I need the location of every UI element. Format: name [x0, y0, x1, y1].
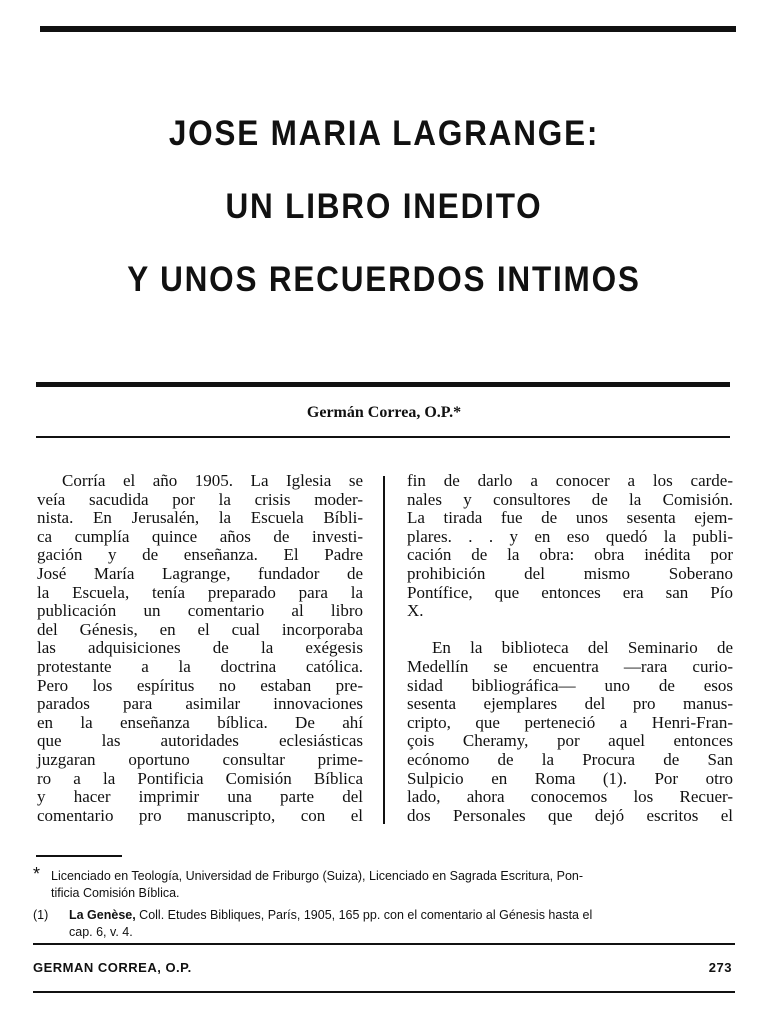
- left-line: protestante a la doctrina católica.: [37, 656, 363, 676]
- left-line: ca cumplía quince años de investi-: [37, 526, 363, 546]
- footnote-line: [69, 907, 733, 924]
- left-line: nista. En Jerusalén, la Escuela Bíbli-: [37, 508, 363, 528]
- paragraph-gap: [407, 621, 733, 640]
- left-line: comentario pro manuscripto, con el: [37, 805, 363, 825]
- footnote-text: Coll. Etudes Bibliques, París, 1905, 165 pp. con el comentario al Génesis hasta el: [135, 908, 593, 922]
- right-line: dos Personales que dejó escritos el: [407, 805, 733, 825]
- right-line: prohibición del mismo Soberano: [407, 563, 733, 583]
- footnote-author: [33, 864, 733, 904]
- footnote-line: cap. 6, v. 4.: [69, 925, 133, 939]
- right-line: lado, ahora conocemos los Recuer-: [407, 787, 733, 807]
- left-line: publicación un comentario al libro: [37, 601, 363, 621]
- right-line: Sulpicio en Roma (1). Por otro: [407, 768, 733, 788]
- right-line: X.: [407, 601, 424, 621]
- footnote-number: (1): [33, 908, 49, 922]
- right-line: ecónomo de la Procura de San: [407, 749, 733, 769]
- title-line-1: JOSE MARIA LAGRANGE:: [168, 114, 600, 153]
- left-line: en la enseñanza bíblica. De ahí: [37, 712, 363, 732]
- left-line: Corría el año 1905. La Iglesia se: [62, 471, 363, 490]
- left-line: y hacer imprimir una parte del: [37, 787, 363, 807]
- column-right: [407, 472, 733, 825]
- footnote-book-title: La Genèse,: [69, 908, 136, 922]
- column-divider: [383, 476, 385, 824]
- right-line: çois Cheramy, por aquel entonces: [407, 731, 733, 751]
- page-number: 273: [708, 960, 732, 975]
- left-line: veía sacudida por la crisis moder-: [37, 489, 363, 509]
- running-head: GERMAN CORREA, O.P.: [33, 960, 192, 975]
- right-line: sidad bibliográfica— uno de esos: [407, 675, 733, 695]
- left-line: Pero los espíritus no estaban pre-: [37, 675, 363, 695]
- left-line: las adquisiciones de la exégesis: [37, 638, 363, 658]
- top-rule: [40, 26, 736, 32]
- footer-top-rule: [33, 943, 735, 945]
- footnote-separator: [36, 855, 122, 857]
- author-byline: Germán Correa, O.P.*: [306, 404, 462, 421]
- title-line-3: Y UNOS RECUERDOS INTIMOS: [127, 260, 641, 299]
- left-line: juzgaran oportuno consultar prime-: [37, 749, 363, 769]
- right-line: cación de la obra: obra inédita por: [407, 545, 733, 565]
- left-line: gación y de enseñanza. El Padre: [37, 545, 363, 565]
- right-line: plares. . . y en eso quedó la publi-: [407, 526, 733, 546]
- right-line: Medellín se encuentra —rara curio-: [407, 656, 733, 676]
- left-line: José María Lagrange, fundador de: [37, 563, 363, 583]
- author-bottom-rule: [36, 436, 730, 438]
- footnote-body: [51, 868, 733, 902]
- right-line: cripto, que perteneció a Henri-Fran-: [407, 712, 733, 732]
- right-line: En la biblioteca del Seminario de: [432, 638, 733, 658]
- right-line: fin de darlo a conocer a los carde-: [407, 471, 733, 490]
- footnote-line: Licenciado en Teología, Universidad de Friburgo (Suiza), Licenciado en Sagrada Escritura, Pon-: [51, 869, 584, 883]
- right-line: La tirada fue de unos sesenta ejem-: [407, 508, 733, 528]
- right-line: Pontífice, que entonces era san Pío: [407, 582, 733, 602]
- right-line: sesenta ejemplares del pro manus-: [407, 694, 733, 714]
- footnote-reference: [33, 907, 733, 943]
- right-line: nales y consultores de la Comisión.: [407, 489, 733, 509]
- left-line: que las autoridades eclesiásticas: [37, 731, 363, 751]
- left-line: la Escuela, tenía preparado para la: [37, 582, 363, 602]
- footnote-line: tificia Comisión Bíblica.: [51, 886, 180, 900]
- bottom-rule: [33, 991, 735, 993]
- column-left: [37, 472, 363, 825]
- footnote-mark: *: [33, 864, 41, 884]
- footnote-body: [69, 907, 733, 941]
- left-line: parados para asimilar innovaciones: [37, 694, 363, 714]
- left-line: del Génesis, en el cual incorporaba: [37, 619, 363, 639]
- author-top-rule: [36, 382, 730, 387]
- left-line: ro a la Pontificia Comisión Bíblica: [37, 768, 363, 788]
- title-line-2: UN LIBRO INEDITO: [225, 187, 543, 226]
